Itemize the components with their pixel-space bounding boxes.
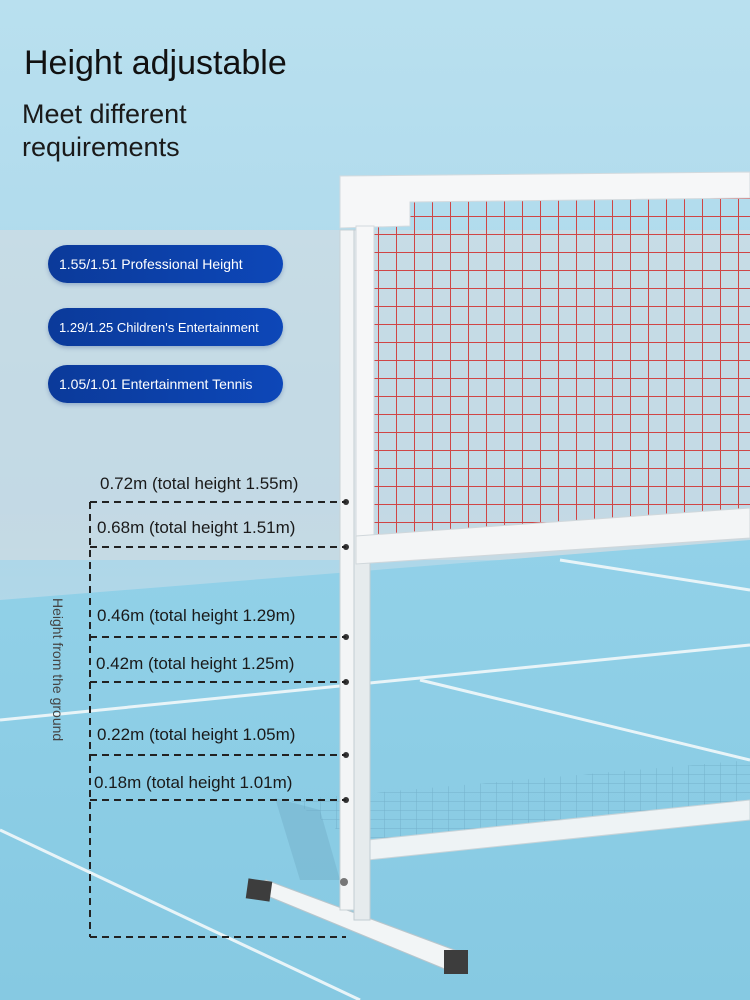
measurement-label: 0.46m (total height 1.29m) — [97, 606, 296, 625]
page-subtitle: Meet different requirements — [22, 99, 187, 162]
net-side-tape — [356, 226, 374, 536]
page-title: Height adjustable — [24, 44, 287, 82]
axis-label-height-from-ground: Height from the ground — [50, 598, 66, 742]
preset-badge-label: 1.29/1.25 Children's Entertainment — [59, 319, 259, 335]
measurement-label: 0.42m (total height 1.25m) — [96, 654, 295, 673]
pole-outer — [340, 230, 354, 910]
net-mesh — [372, 198, 750, 536]
measurement-label: 0.68m (total height 1.51m) — [97, 518, 296, 537]
preset-badge-label: 1.55/1.51 Professional Height — [59, 256, 243, 272]
foot-cap — [246, 878, 273, 901]
preset-badge-children — [48, 308, 283, 346]
preset-badge-professional — [48, 245, 283, 283]
preset-badge-label: 1.05/1.01 Entertainment Tennis — [59, 376, 253, 392]
pole-knob — [340, 878, 348, 886]
foot-cap — [444, 950, 468, 974]
measurement-label: 0.22m (total height 1.05m) — [97, 725, 296, 744]
measurement-label: 0.18m (total height 1.01m) — [94, 773, 293, 792]
measurement-label: 0.72m (total height 1.55m) — [100, 474, 299, 493]
preset-badge-entertainment — [48, 365, 283, 403]
